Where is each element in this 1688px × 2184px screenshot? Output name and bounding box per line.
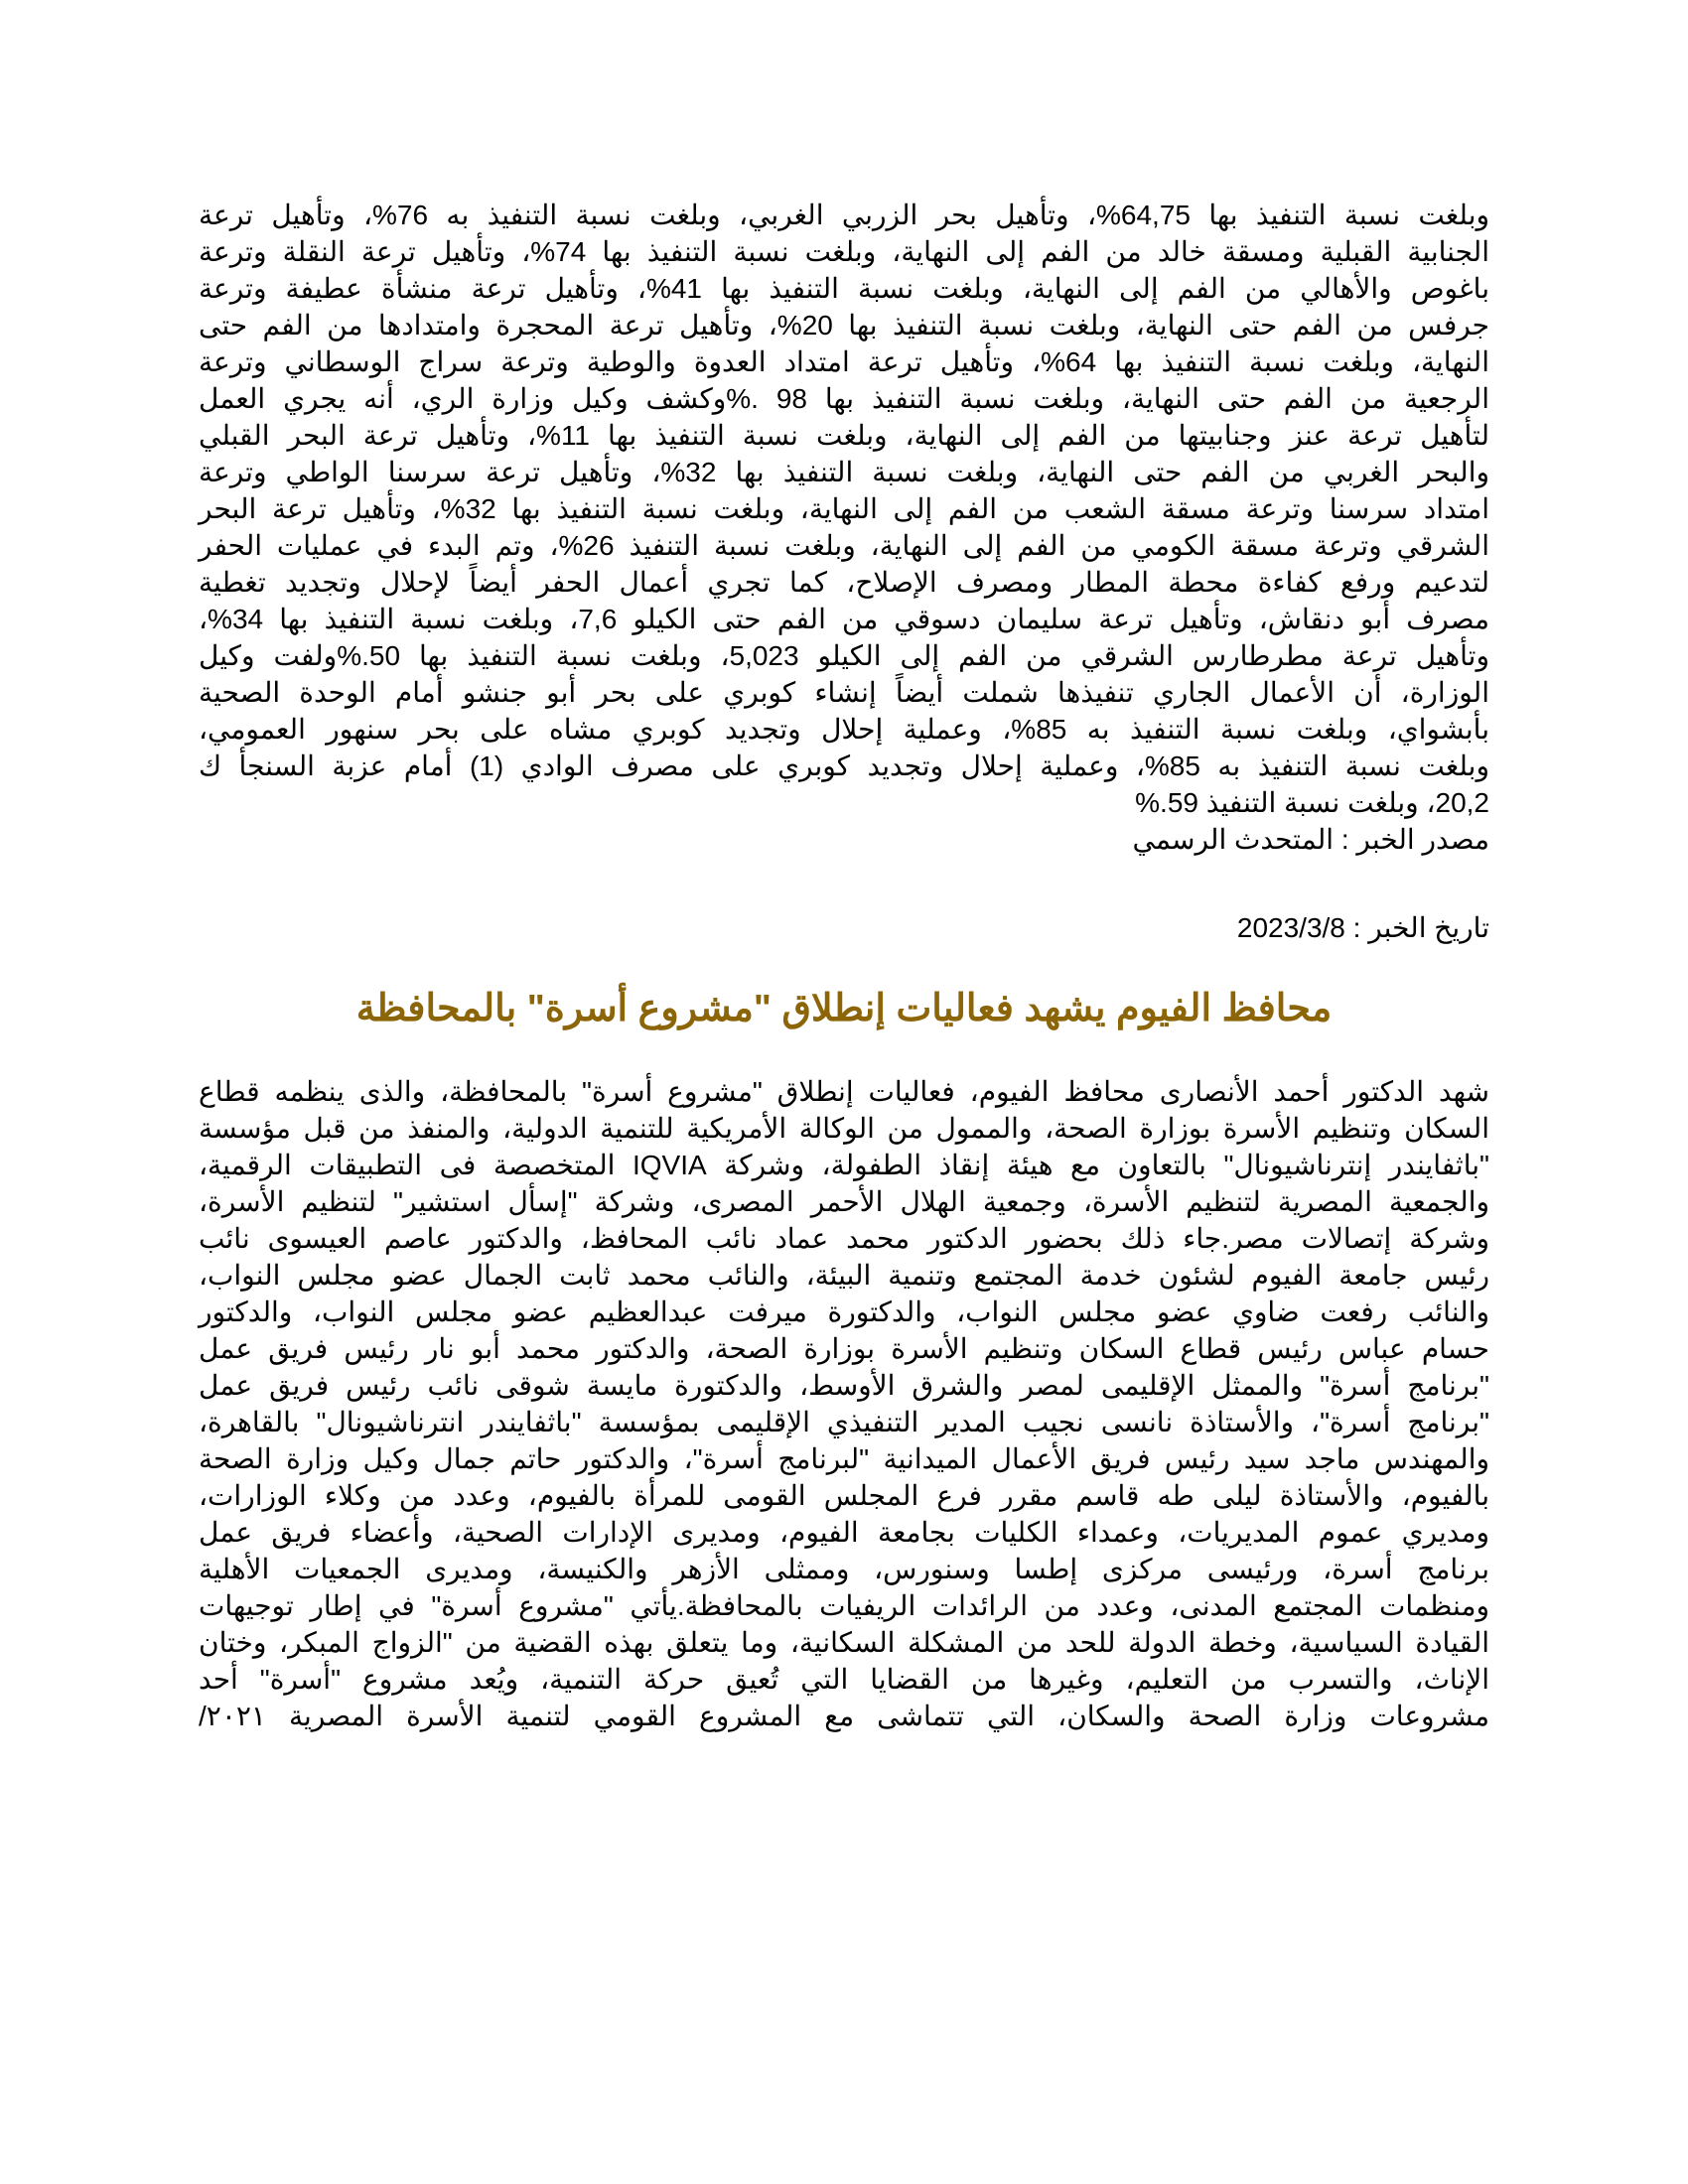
paragraph-line: النهاية، وبلغت نسبة التنفيذ بها 64%، وتأهيل ترعة امتداد العدوة والوطية وترعة سراج الوسطاني وترعة xyxy=(199,346,1489,377)
paragraph-line: القيادة السياسية، وخطة الدولة للحد من المشكلة السكانية، وما يتعلق بهذه القضية من "الزواج المبكر، وختان xyxy=(199,1627,1489,1658)
paragraph-line: حسام عباس رئيس قطاع السكان وتنظيم الأسرة بوزارة الصحة، والدكتور محمد أبو نار رئيس فريق عمل xyxy=(199,1333,1489,1364)
paragraph-line: مصرف أبو دنقاش، وتأهيل ترعة سليمان دسوقي من الفم حتى الكيلو 7,6، وبلغت نسبة التنفيذ بها 34%، xyxy=(199,604,1489,634)
paragraph-line: والنائب رفعت ضاوي عضو مجلس النواب، والدكتورة ميرفت عبدالعظيم عضو مجلس النواب، والدكتور xyxy=(199,1297,1489,1327)
paragraph-line: امتداد سرسنا وترعة مسقة الشعب من الفم إلى النهاية، وبلغت نسبة التنفيذ بها 32%، وتأهيل ترعة البحر xyxy=(199,493,1489,524)
paragraph-line: مشروعات وزارة الصحة والسكان، التي تتماشى مع المشروع القومي لتنمية الأسرة المصرية ٢٠٢١/ xyxy=(199,1701,1489,1731)
paragraph-line: الإناث، والتسرب من التعليم، وغيرها من القضايا التي تُعيق حركة التنمية، ويُعد مشروع "أسرة" أحد xyxy=(199,1664,1489,1695)
paragraph-line: شهد الدكتور أحمد الأنصارى محافظ الفيوم، فعاليات إنطلاق "مشروع أسرة" بالمحافظة، والذى ينظمه قطاع xyxy=(199,1076,1489,1107)
article-2-body xyxy=(199,1073,1489,1734)
paragraph-line: "برنامج أسرة" والممثل الإقليمى لمصر والشرق الأوسط، والدكتورة مايسة شوقى نائب رئيس فريق عمل xyxy=(199,1370,1489,1401)
article-title: محافظ الفيوم يشهد فعاليات إنطلاق "مشروع أسرة" بالمحافظة xyxy=(355,988,1333,1029)
paragraph-line: وبلغت نسبة التنفيذ به 85%، وعملية إحلال وتجديد كوبري على مصرف الوادي (1) أمام عزبة السنجأ ك xyxy=(199,751,1489,781)
paragraph-line: وبلغت نسبة التنفيذ بها 64,75%، وتأهيل بحر الزربي الغربي، وبلغت نسبة التنفيذ به 76%، وتأهيل ترعة xyxy=(199,200,1490,230)
paragraph-line: ومنظمات المجتمع المدنى، وعدد من الرائدات الريفيات بالمحافظة.يأتي "مشروع أسرة" في إطار توجيهات xyxy=(199,1590,1489,1621)
paragraph-line: ومديري عموم المديريات، وعمداء الكليات بجامعة الفيوم، ومديرى الإدارات الصحية، وأعضاء فريق عمل xyxy=(199,1517,1489,1548)
paragraph-line: 20,2، وبلغت نسبة التنفيذ 59.% xyxy=(1135,787,1489,818)
paragraph-line: بالفيوم، والأستاذة ليلى طه قاسم مقرر فرع المجلس القومى للمرأة بالفيوم، وعدد من وكلاء الوزارات، xyxy=(199,1480,1489,1511)
paragraph-line: لتأهيل ترعة عنز وجنابيتها من الفم إلى النهاية، وبلغت نسبة التنفيذ بها 11%، وتأهيل ترعة البحر القبلي xyxy=(199,420,1490,451)
paragraph-line: "برنامج أسرة"، والأستاذة نانسى نجيب المدير التنفيذي الإقليمى بمؤسسة "باثفايندر انترناشيونال" بالقاهرة، xyxy=(199,1407,1489,1437)
paragraph-line: بأبشواي، وبلغت نسبة التنفيذ به 85%، وعملية إحلال وتجديد كوبري مشاه على بحر سنهور العمومي، xyxy=(199,714,1489,745)
paragraph-line: رئيس جامعة الفيوم لشئون خدمة المجتمع وتنمية البيئة، والنائب محمد ثابت الجمال عضو مجلس النواب، xyxy=(199,1260,1489,1291)
paragraph-line: والمهندس ماجد سيد رئيس فريق الأعمال الميدانية "لبرنامج أسرة"، والدكتور حاتم جمال وكيل وزارة الصحة xyxy=(199,1443,1489,1474)
paragraph-line: والبحر الغربي من الفم حتى النهاية، وبلغت نسبة التنفيذ بها 32%، وتأهيل ترعة سرسنا الواطي وترعة xyxy=(199,457,1490,487)
article-1-body xyxy=(199,197,1489,821)
paragraph-line: جرفس من الفم حتى النهاية، وبلغت نسبة التنفيذ بها 20%، وتأهيل ترعة المحجرة وامتدادها من الفم حتى xyxy=(199,310,1489,341)
paragraph-line: الجنابية القبلية ومسقة خالد من الفم إلى النهاية، وبلغت نسبة التنفيذ بها 74%، وتأهيل ترعة النقلة وترعة xyxy=(199,236,1489,267)
paragraph-line: وتأهيل ترعة مطرطارس الشرقي من الفم إلى الكيلو 5,023، وبلغت نسبة التنفيذ بها 50.%ولفت وكيل xyxy=(199,640,1489,671)
paragraph-line: السكان وتنظيم الأسرة بوزارة الصحة، والممول من الوكالة الأمريكية للتنمية الدولية، والمنفذ من قبل مؤسسة xyxy=(199,1113,1489,1144)
paragraph-line: والجمعية المصرية لتنظيم الأسرة، وجمعية الهلال الأحمر المصرى، وشركة "إسأل استشير" لتنظيم الأسرة، xyxy=(199,1186,1489,1217)
paragraph-line: باغوص والأهالي من الفم إلى النهاية، وبلغت نسبة التنفيذ بها 41%، وتأهيل ترعة منشأة عطيفة وترعة xyxy=(199,273,1489,304)
paragraph-line: "باثفايندر إنترناشيونال" بالتعاون مع هيئة إنقاذ الطفولة، وشركة IQVIA المتخصصة فى التطبيقات الرقمية، xyxy=(199,1150,1489,1180)
paragraph-line: وشركة إتصالات مصر.جاء ذلك بحضور الدكتور محمد عماد نائب المحافظ، والدكتور عاصم العيسوى نائب xyxy=(199,1223,1489,1254)
paragraph-line: برنامج أسرة، ورئيسى مركزى إطسا وسنورس، وممثلى الأزهر والكنيسة، ومديرى الجمعيات الأهلية xyxy=(199,1554,1489,1584)
document-page xyxy=(199,197,1489,1734)
paragraph-line: الشرقي وترعة مسقة الكومي من الفم إلى النهاية، وبلغت نسبة التنفيذ 26%، وتم البدء في عمليات الحفر xyxy=(199,530,1489,561)
news-source: مصدر الخبر : المتحدث الرسمي xyxy=(1132,824,1489,855)
paragraph-line: الرجعية من الفم حتى النهاية، وبلغت نسبة التنفيذ بها 98 .%وكشف وكيل وزارة الري، أنه يجري العمل xyxy=(199,383,1489,414)
news-date: تاريخ الخبر : 2023/3/8 xyxy=(1236,912,1489,943)
paragraph-line: لتدعيم ورفع كفاءة محطة المطار ومصرف الإصلاح، كما تجري أعمال الحفر أيضاً لإحلال وتجديد تغطية xyxy=(199,567,1489,598)
paragraph-line: الوزارة، أن الأعمال الجاري تنفيذها شملت أيضاً إنشاء كوبري على بحر أبو جنشو أمام الوحدة الصحية xyxy=(199,677,1489,708)
